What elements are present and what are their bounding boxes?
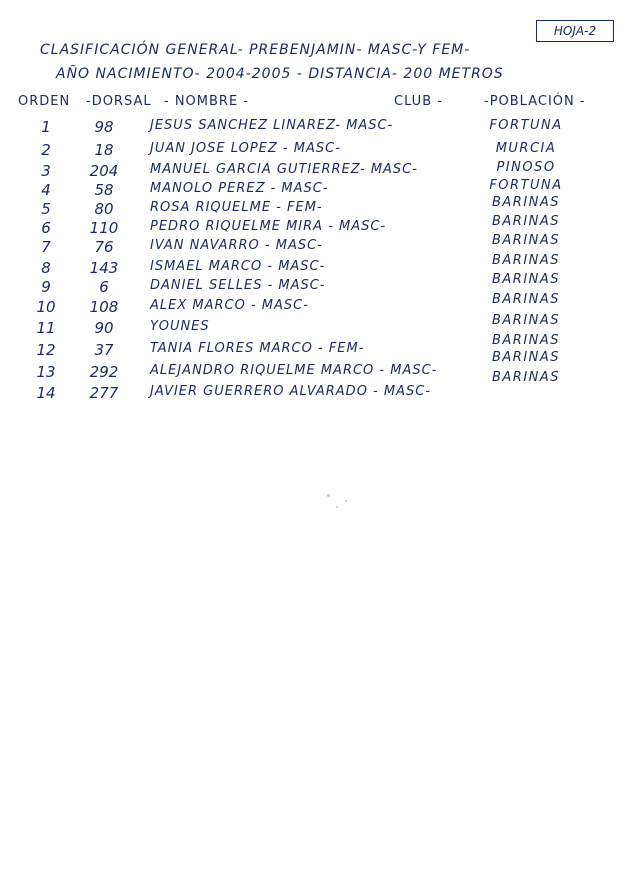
row-poblacion: FORTUNA	[489, 178, 563, 193]
row-poblacion: BARINAS	[491, 214, 561, 229]
row-poblacion: BARINAS	[491, 333, 561, 348]
row-orden: 1	[41, 118, 51, 136]
row-poblacion: BARINAS	[491, 233, 561, 248]
result-row	[0, 118, 638, 138]
row-poblacion: BARINAS	[491, 370, 561, 385]
row-orden: 11	[36, 319, 56, 337]
row-nombre: ALEX MARCO - MASC-	[150, 298, 309, 313]
row-nombre: YOUNES	[150, 319, 210, 334]
row-dorsal: 6	[99, 278, 109, 296]
row-dorsal: 90	[94, 319, 114, 337]
row-orden: 10	[36, 298, 56, 316]
row-dorsal: 80	[94, 200, 114, 218]
row-dorsal: 58	[94, 181, 114, 199]
row-nombre: ISMAEL MARCO - MASC-	[150, 259, 326, 274]
row-poblacion: BARINAS	[491, 253, 561, 268]
row-nombre: JESUS SANCHEZ LINAREZ- MASC-	[150, 118, 394, 133]
row-orden: 12	[36, 341, 56, 359]
row-orden: 9	[41, 278, 51, 296]
row-nombre: DANIEL SELLES - MASC-	[150, 278, 326, 293]
row-dorsal: 110	[89, 219, 119, 237]
row-dorsal: 98	[94, 118, 114, 136]
row-nombre: ROSA RIQUELME - FEM-	[150, 200, 323, 215]
row-poblacion: PINOSO	[496, 160, 556, 175]
row-orden: 13	[36, 363, 56, 381]
paper-speck	[327, 494, 330, 497]
row-dorsal: 204	[89, 162, 119, 180]
row-poblacion: BARINAS	[491, 292, 561, 307]
row-dorsal: 37	[94, 341, 114, 359]
row-poblacion: BARINAS	[491, 350, 561, 365]
row-nombre: TANIA FLORES MARCO - FEM-	[150, 341, 365, 356]
row-nombre: PEDRO RIQUELME MIRA - MASC-	[150, 219, 387, 234]
row-dorsal: 108	[89, 298, 119, 316]
header-orden: ORDEN	[18, 94, 71, 109]
row-orden: 6	[41, 219, 51, 237]
row-nombre: MANUEL GARCIA GUTIERREZ- MASC-	[150, 162, 418, 177]
header-club: CLUB -	[394, 94, 443, 109]
paper-speck	[345, 500, 347, 502]
row-nombre: ALEJANDRO RIQUELME MARCO - MASC-	[150, 363, 438, 378]
row-dorsal: 76	[94, 238, 114, 256]
result-row	[0, 141, 638, 161]
row-orden: 14	[36, 384, 56, 402]
row-nombre: JUAN JOSE LOPEZ - MASC-	[150, 141, 341, 156]
row-orden: 4	[41, 181, 51, 199]
paper-speck	[336, 506, 338, 508]
row-nombre: MANOLO PEREZ - MASC-	[150, 181, 329, 196]
row-orden: 5	[41, 200, 51, 218]
row-orden: 2	[41, 141, 51, 159]
header-dorsal: -DORSAL	[86, 94, 152, 109]
row-dorsal: 277	[89, 384, 119, 402]
row-orden: 3	[41, 162, 51, 180]
title-line-2: AÑO NACIMIENTO- 2004-2005 - DISTANCIA- 200 METROS	[56, 66, 504, 82]
row-orden: 8	[41, 259, 51, 277]
row-poblacion: BARINAS	[491, 313, 561, 328]
row-poblacion: MURCIA	[495, 141, 557, 156]
header-poblacion: -POBLACIÓN -	[484, 94, 586, 109]
row-poblacion: FORTUNA	[489, 118, 563, 133]
row-nombre: JAVIER GUERRERO ALVARADO - MASC-	[150, 384, 432, 399]
row-dorsal: 18	[94, 141, 114, 159]
sheet-tag: HOJA-2	[536, 20, 614, 42]
title-line-1: CLASIFICACIÓN GENERAL- PREBENJAMIN- MASC-Y FEM-	[40, 42, 471, 58]
row-dorsal: 292	[89, 363, 119, 381]
row-dorsal: 143	[89, 259, 119, 277]
header-nombre: - NOMBRE -	[164, 94, 249, 109]
row-orden: 7	[41, 238, 51, 256]
row-poblacion: BARINAS	[491, 272, 561, 287]
row-poblacion: BARINAS	[491, 195, 561, 210]
row-nombre: IVAN NAVARRO - MASC-	[150, 238, 323, 253]
